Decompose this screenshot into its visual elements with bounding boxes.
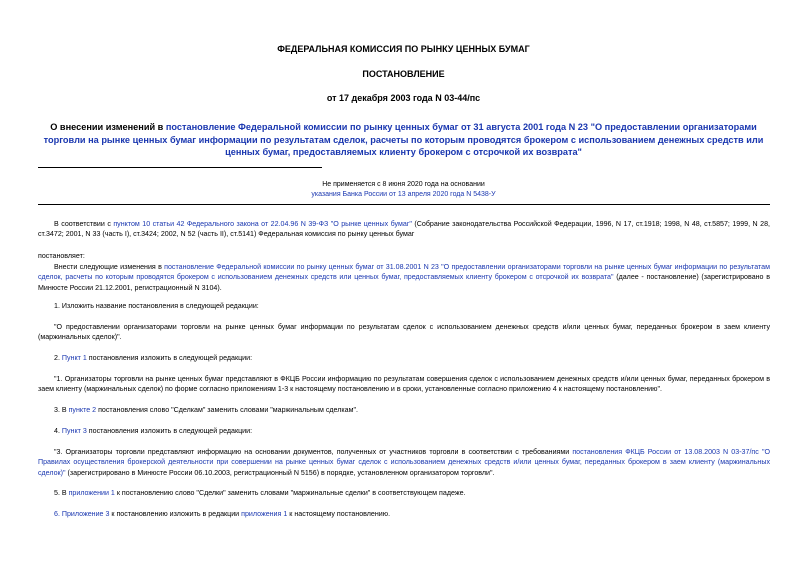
preamble-text: В соответствии с <box>54 220 114 228</box>
appendix-1-new-link[interactable]: приложения 1 <box>241 510 288 518</box>
appendix-1-link[interactable]: приложении 1 <box>68 489 115 497</box>
item-6-text-rest: к настоящему постановлению. <box>287 510 391 518</box>
document-date-number: от 17 декабря 2003 года N 03-44/пс <box>326 93 481 103</box>
item-4-number: 4. <box>54 427 62 435</box>
validity-notice-link[interactable]: указания Банка России от 13 апреля 2020 года N 5438-У <box>311 191 496 198</box>
resolution-03-37-link[interactable]: постановления ФКЦБ России от 13.08.2003 N 03-37/пс "О Правилах осуществления брокерской деятельности при совершении на рынке ценных бумаг сделок с использованием денежных средств и/или ценных бумаг, переданных брокером в заем клиенту (маржинальных сделок)" <box>38 448 770 477</box>
item-5-paragraph <box>38 488 770 498</box>
validity-notice <box>0 180 807 200</box>
item-2-new-text-paragraph: "1. Организаторы торговли на рынке ценных бумаг представляют в ФКЦБ России информацию по результатам совершения сделок с использованием денежных средств и/или ценных бумаг, переданных брокером в заем клиенту (маржинальных сделок) по форме согласно приложениям 1-3 к настоящему постановлению и в сроки, установленные согласно приложению 4 к настоящему постановлению". <box>38 375 770 394</box>
validity-notice-text: Не применяется с 8 июня 2020 года на основании <box>322 181 485 188</box>
item-2-paragraph <box>38 353 770 363</box>
point-1-link[interactable]: Пункт 1 <box>61 354 87 362</box>
notice-divider <box>38 204 770 205</box>
item-4-new-text-rest: (зарегистрировано в Минюсте России 06.10.2003, регистрационный N 5156) в порядке, установленном организатором торговли". <box>65 468 495 477</box>
point-3-link[interactable]: Пункт 3 <box>61 427 87 435</box>
title-divider <box>38 167 322 168</box>
document-type-heading: ПОСТАНОВЛЕНИЕ <box>362 69 445 79</box>
preamble-text-rest: (Собрание законодательства Российской Федерации, 1996, N 17, ст.1918; 1998, N 48, ст.5857; 1999, N 28, ст.3472; 2001, N 33 (часть I), ст.3424; 2002, N 52 (часть II), ст.5141) Федеральная комиссия по рынку ценных бумаг <box>38 220 771 239</box>
item-3-number: 3. В <box>54 406 69 414</box>
resolution-23-link[interactable]: постановление Федеральной комиссии по рынку ценных бумаг от 31.08.2001 N 23 "О предоставлении организаторами торговли на рынке ценных бумаг информации по результатам сделок, расчеты по которым проводятся брокером с использованием денежных средств или ценных бумаг, предоставляемых клиенту брокером с отсрочкой их возврата" <box>38 263 770 282</box>
amendment-intro-text-rest: (далее - постановление) (зарегистрировано в Минюсте России 21.12.2001, регистрационный N 3104). <box>38 273 770 292</box>
title-amended-act-link[interactable]: постановление Федеральной комиссии по рынку ценных бумаг от 31 августа 2001 года N 23 "О предоставлении организаторами торговли на рынке ценных бумаг информации по результатам сделок, расчеты по которым проводятся брокером с использованием денежных средств или ценных бумаг, предоставляемых клиенту брокером с отсрочкой их возврата" <box>43 122 764 157</box>
item-4-text: постановления изложить в следующей редакции: <box>86 427 253 435</box>
point-2-link[interactable]: пункте 2 <box>68 406 97 414</box>
appendix-3-link[interactable]: 6. Приложение 3 <box>54 510 110 518</box>
resolves-paragraph: постановляет: <box>38 252 85 260</box>
item-2-number: 2. <box>54 354 62 362</box>
title-prefix: О внесении изменений в <box>50 122 166 132</box>
item-2-text: постановления изложить в следующей редакции: <box>86 354 253 362</box>
amendment-intro-text: Внести следующие изменения в <box>54 263 165 271</box>
law-reference-link[interactable]: пунктом 10 статьи 42 Федерального закона от 22.04.96 N 39-ФЗ "О рынке ценных бумаг" <box>113 220 412 228</box>
item-5-number: 5. В <box>54 489 69 497</box>
item-4-new-text: "3. Организаторы торговли представляют информацию на основании документов, полученных от участников торговли в соответствии с требованиями <box>54 448 573 456</box>
item-3-paragraph <box>38 405 770 415</box>
item-1-paragraph: 1. Изложить название постановления в следующей редакции: <box>54 302 259 310</box>
item-5-text: к постановлению слово "Сделки" заменить словами "маржинальные сделки" в соответствующем падеже. <box>114 489 466 497</box>
item-1-new-title-paragraph: "О предоставлении организаторами торговли на рынке ценных бумаг информации по результатам сделок с использованием денежных средств и/или ценных бумаг, переданных брокером в заем клиенту (маржинальных сделок)". <box>38 323 770 342</box>
item-6-paragraph <box>38 509 770 519</box>
agency-heading: ФЕДЕРАЛЬНАЯ КОМИССИЯ ПО РЫНКУ ЦЕННЫХ БУМАГ <box>277 44 530 54</box>
amendment-intro-paragraph <box>38 262 770 293</box>
document-title <box>30 121 777 159</box>
item-3-text: постановления слово "Сделкам" заменить словами "маржинальным сделкам". <box>96 406 358 414</box>
item-6-text: к постановлению изложить в редакции <box>109 510 242 518</box>
item-4-paragraph <box>38 426 770 436</box>
item-4-new-text-paragraph <box>38 447 770 478</box>
preamble-paragraph <box>38 219 770 240</box>
